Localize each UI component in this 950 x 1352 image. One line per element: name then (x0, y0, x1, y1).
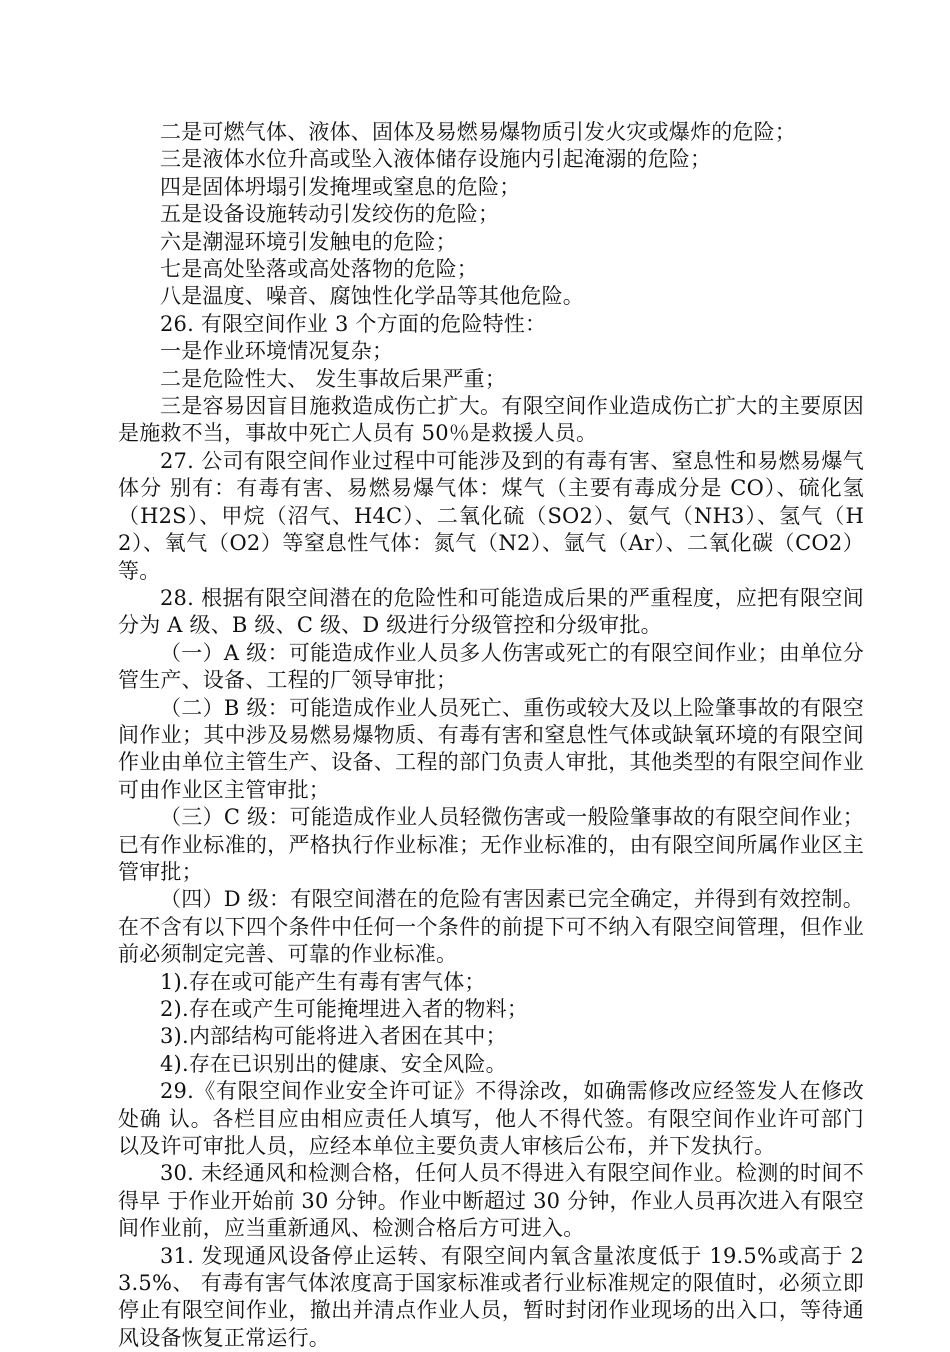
paragraph-feature-3: 三是容易因盲目施救造成伤亡扩大。有限空间作业造成伤亡扩大的主要原因是施救不当，事故中死亡人员有 50％是救援人员。 (118, 394, 864, 446)
paragraph-condition-4: 4).存在已识别出的健康、安全风险。 (160, 1051, 507, 1076)
paragraph-item-31: 31. 发现通风设备停止运转、有限空间内氧含量浓度低于 19.5%或高于 23.5%、 有毒有害气体浓度高于国家标准或者行业标准规定的限值时，必须立即停止有限空间作业，撤出并清点作业人员，暂时封闭作业现场的出入口，等待通风设备恢复正常运行。 (118, 1243, 864, 1350)
paragraph-hazard-4: 四是固体坍塌引发掩埋或窒息的危险； (160, 174, 521, 199)
paragraph-level-a: （一）A 级：可能造成作业人员多人伤害或死亡的有限空间作业；由单位分管生产、设备、工程的厂领导审批； (118, 640, 864, 693)
paragraph-hazard-7: 七是高处坠落或高处落物的危险； (160, 257, 478, 282)
paragraph-hazard-3: 三是液体水位升高或坠入液体储存设施内引起淹溺的危险； (160, 147, 712, 172)
paragraph-feature-2: 二是危险性大、 发生事故后果严重； (160, 366, 507, 391)
paragraph-hazard-8: 八是温度、噪音、腐蚀性化学品等其他危险。 (160, 284, 584, 309)
paragraph-item-29: 29.《有限空间作业安全许可证》不得涂改，如确需修改应经签发人在修改处确 认。各栏目应由相应责任人填写，他人不得代签。有限空间作业许可部门以及许可审批人员，应经本单位主要负责人审核后公布，并下发执行。 (118, 1079, 864, 1159)
paragraph-level-c: （三）C 级：可能造成作业人员轻微伤害或一般险肇事故的有限空间作业；已有作业标准的，严格执行作业标准；无作业标准的，由有限空间所属作业区主管审批； (118, 805, 864, 884)
paragraph-condition-2: 2).存在或产生可能掩埋进入者的物料； (160, 997, 529, 1021)
paragraph-hazard-5: 五是设备设施转动引发绞伤的危险； (160, 202, 500, 227)
paragraph-level-b: （二）B 级：可能造成作业人员死亡、重伤或较大及以上险肇事故的有限空间作业；其中涉及易燃易爆物质、有毒有害和窒息性气体或缺氧环境的有限空间作业由单位主管生产、设备、工程的部门负责人审批，其他类型的有限空间作业可由作业区主管审批； (118, 695, 864, 802)
paragraph-level-d: （四）D 级：有限空间潜在的危险有害因素已完全确定，并得到有效控制。在不含有以下四个条件中任何一个条件的前提下可不纳入有限空间管理，但作业前必须制定完善、可靠的作业标准。 (118, 887, 864, 967)
paragraph-item-26: 26. 有限空间作业 3 个方面的危险特性： (160, 311, 547, 336)
paragraph-feature-1: 一是作业环境情况复杂； (160, 339, 394, 364)
paragraph-item-27: 27. 公司有限空间作业过程中可能涉及到的有毒有害、窒息性和易燃易爆气体分 别有：有毒有害、易燃易爆气体：煤气（主要有毒成分是 CO）、硫化氢（H2S）、甲烷（沼气、H4C）、二氧化硫（SO2）、氨气（NH3）、氢气（H2）、氧气（O2）等窒息性气体：氮气（N2）、氩气（Ar）、二氧化碳（CO2）等。 (118, 448, 864, 583)
paragraph-hazard-2: 二是可燃气体、液体、固体及易燃易爆物质引发火灾或爆炸的危险； (160, 120, 796, 144)
paragraph-item-30: 30. 未经通风和检测合格，任何人员不得进入有限空间作业。检测的时间不得早 于作业开始前 30 分钟。作业中断超过 30 分钟，作业人员再次进入有限空间作业前，应当重新通风、检测合格后方可进入。 (118, 1161, 864, 1241)
paragraph-item-28: 28. 根据有限空间潜在的危险性和可能造成后果的严重程度，应把有限空间分为 A 级、B 级、C 级、D 级进行分级管控和分级审批。 (118, 585, 864, 638)
paragraph-hazard-6: 六是潮湿环境引发触电的危险； (160, 229, 457, 254)
paragraph-condition-1: 1).存在或可能产生有毒有害气体； (160, 969, 486, 994)
document-body (118, 119, 864, 1352)
paragraph-condition-3: 3).内部结构可能将进入者困在其中； (160, 1024, 507, 1049)
